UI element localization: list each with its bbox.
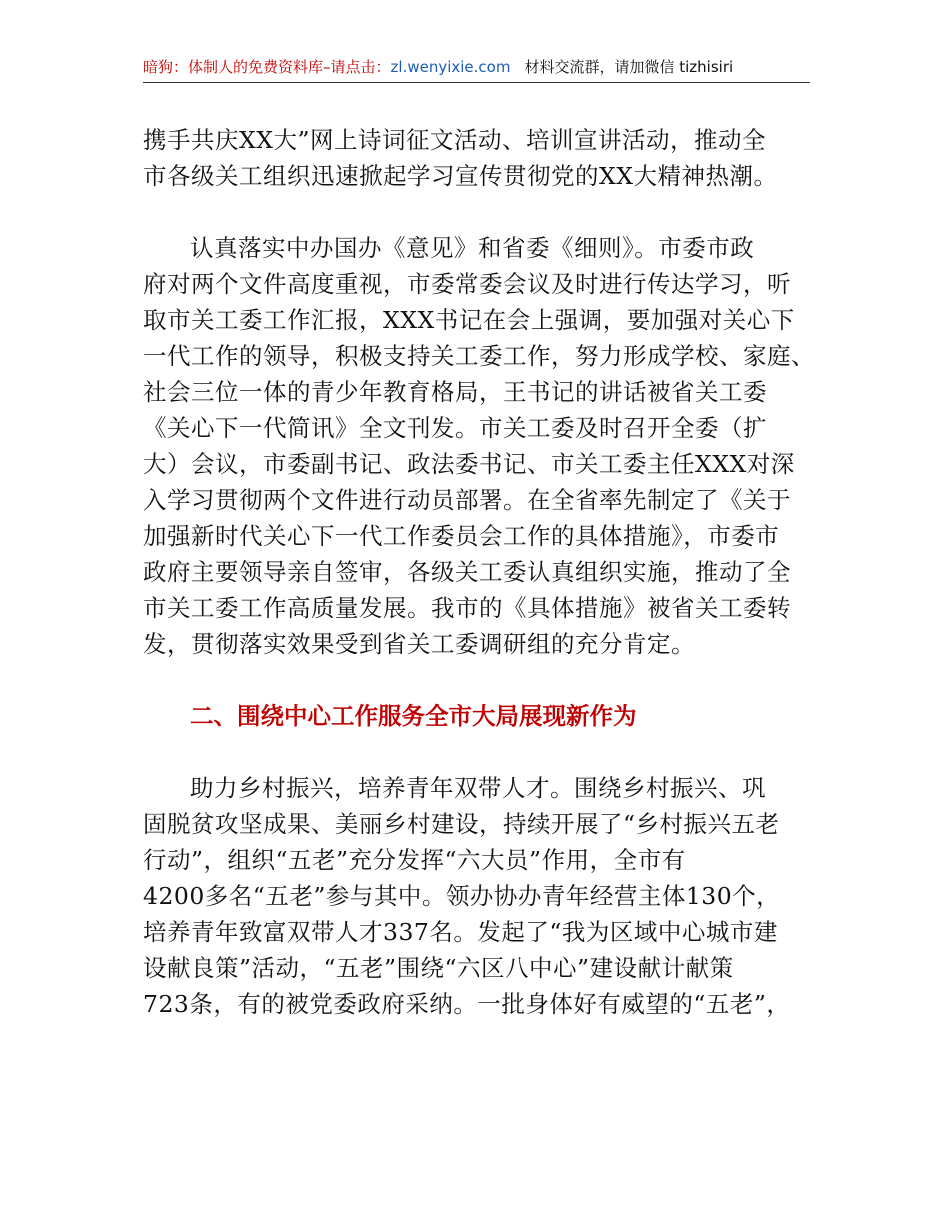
text-line: 取市关工委工作汇报，XXX书记在会上强调，要加强对关心下 — [143, 306, 795, 334]
text-line: 政府主要领导亲自签审，各级关工委认真组织实施，推动了全 — [143, 558, 791, 586]
paragraph-2 — [143, 230, 813, 662]
text-line: 认真落实中办国办《意见》和省委《细则》。市委市政 — [190, 234, 755, 262]
text-line: 加强新时代关心下一代工作委员会工作的具体措施》，市委市 — [143, 522, 780, 550]
text-line: 携手共庆XX大”网上诗词征文活动、培训宣讲活动，推动全 — [143, 126, 766, 154]
text-line: 《关心下一代简讯》全文刊发。市关工委及时召开全委（扩 — [143, 414, 767, 442]
text-line: 助力乡村振兴，培养青年双带人才。围绕乡村振兴、巩 — [190, 774, 766, 802]
text-line: 4200多名“五老”参与其中。领办协办青年经营主体130个， — [143, 882, 781, 910]
text-line: 设献良策”活动，“五老”围绕“六区八中心”建设献计献策 — [143, 954, 734, 982]
text-line: 行动”，组织“五老”充分发挥“六大员”作用，全市有 — [143, 846, 686, 874]
text-line: 培养青年致富双带人才337名。发起了“我为区域中心城市建 — [143, 918, 778, 946]
header-link[interactable]: zl.wenyixie.com — [390, 58, 511, 76]
header-site-name: 暗狗：体制人的免费资料库 — [143, 58, 324, 76]
paragraph-1 — [143, 122, 813, 194]
paragraph-3 — [143, 770, 813, 1022]
document-body — [143, 122, 813, 1058]
text-line: 府对两个文件高度重视，市委常委会议及时进行传达学习，听 — [143, 270, 791, 298]
text-line: 723条，有的被党委政府采纳。一批身体好有威望的“五老”， — [143, 990, 791, 1018]
text-line: 发，贯彻落实效果受到省关工委调研组的充分肯定。 — [143, 630, 695, 658]
text-line: 固脱贫攻坚成果、美丽乡村建设，持续开展了“乡村振兴五老 — [143, 810, 780, 838]
section-heading: 二、围绕中心工作服务全市大局展现新作为 — [190, 702, 637, 730]
header-click-prompt: –请点击： — [323, 58, 391, 76]
text-line: 市关工委工作高质量发展。我市的《具体措施》被省关工委转 — [143, 594, 791, 622]
text-line: 社会三位一体的青少年教育格局，王书记的讲话被省关工委 — [143, 378, 767, 406]
text-line: 市各级关工组织迅速掀起学习宣传贯彻党的XX大精神热潮。 — [143, 162, 778, 190]
text-line: 入学习贯彻两个文件进行动员部署。在全省率先制定了《关于 — [143, 486, 791, 514]
page-header — [143, 54, 810, 83]
text-line: 一代工作的领导，积极支持关工委工作，努力形成学校、家庭、 — [143, 342, 815, 370]
header-wechat-note: 材料交流群，请加微信 tizhisiri — [524, 58, 734, 76]
text-line: 大）会议，市委副书记、政法委书记、市关工委主任XXX对深 — [143, 450, 795, 478]
